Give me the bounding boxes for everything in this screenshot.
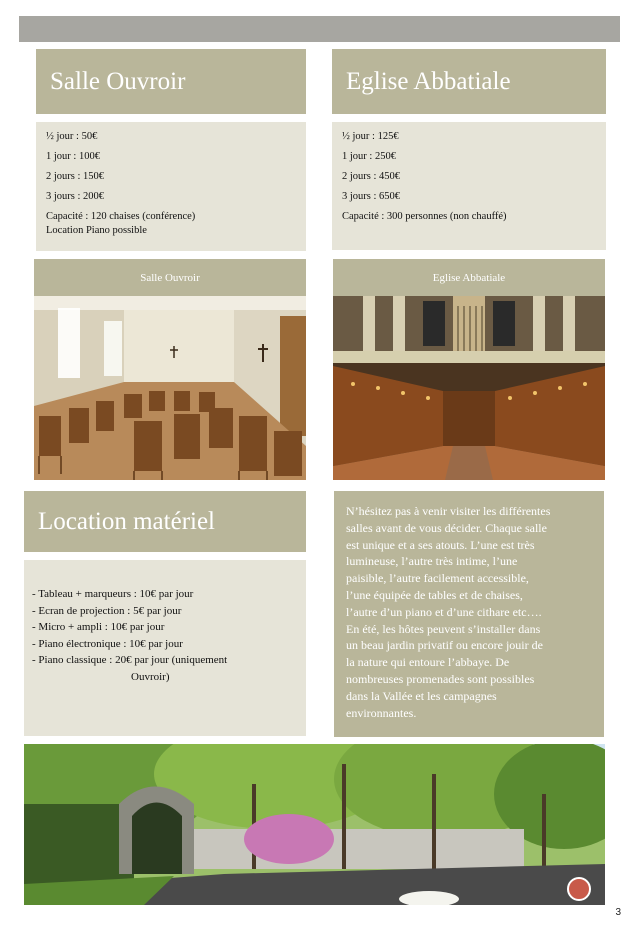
materiel-item-piano-classique-cont: Ouvroir) [131,670,170,683]
materiel-item-piano-classique: - Piano classique : 20€ par jour (uniquement [32,654,228,666]
eglise-title [332,49,606,114]
ouvroir-price-half: ½ jour : 50€ [46,131,98,142]
eglise-price-half: ½ jour : 125€ [342,131,399,142]
materiel-item-tableau: - Tableau + marqueurs : 10€ par jour [32,588,194,600]
ouvroir-price-1: 1 jour : 100€ [46,151,100,162]
top-banner [19,16,620,42]
note-line: N’hésitez pas à venir visiter les différentes [346,504,551,518]
ouvroir-piano: Location Piano possible [46,224,147,236]
note-line: lumineuse, l’autre très intime, l’une [346,554,518,569]
ouvroir-caption-text: Salle Ouvroir [140,271,200,284]
materiel-title [24,491,306,552]
eglise-price-1: 1 jour : 250€ [342,151,396,162]
note-line: paisible, l’autre facilement accessible, [346,571,529,586]
ouvroir-pricing [36,122,306,251]
eglise-caption [333,259,605,296]
ouvroir-price-2: 2 jours : 150€ [46,171,105,182]
ouvroir-title [36,49,306,114]
ouvroir-capacity: Capacité : 120 chaises (conférence) [46,211,196,222]
eglise-pricing [332,122,606,250]
ouvroir-photo [34,296,306,480]
note-line: un beau jardin privatif ou encore jouir de [346,638,543,653]
page-number: 3 [615,907,621,918]
eglise-price-2: 2 jours : 450€ [342,171,401,182]
note-line: environnantes. [346,705,417,720]
note-line: En été, les hôtes peuvent s’installer dans [346,621,541,636]
eglise-photo [333,296,605,480]
note-line: l’une équipée de tables et de chaises, [346,587,523,602]
ouvroir-price-3: 3 jours : 200€ [46,191,105,202]
garden-photo [24,744,605,905]
materiel-item-piano-electronique: - Piano électronique : 10€ par jour [32,637,183,650]
note-line: salles avant de vous décider. Chaque salle [346,520,547,535]
ouvroir-title-text: Salle Ouvroir [50,67,186,95]
materiel-item-micro: - Micro + ampli : 10€ par jour [32,621,165,633]
eglise-capacity: Capacité : 300 personnes (non chauffé) [342,211,507,222]
eglise-title-text: Eglise Abbatiale [346,67,511,95]
note-line: l’autre d’un piano et d’une cithare etc…. [346,604,542,619]
materiel-item-ecran: - Ecran de projection : 5€ par jour [32,604,182,617]
visit-note [334,491,604,737]
materiel-list [24,560,306,736]
materiel-title-text: Location matériel [38,507,216,535]
eglise-caption-text: Eglise Abbatiale [432,271,506,284]
ouvroir-caption [34,259,306,296]
eglise-price-3: 3 jours : 650€ [342,191,401,202]
note-line: est unique et a ses atouts. L’une est très [346,537,535,552]
note-line: dans la Vallée et les campagnes [346,688,497,703]
note-line: nombreuses promenades sont possibles [346,671,535,686]
note-line: la nature qui entoure l’abbaye. De [346,655,510,670]
